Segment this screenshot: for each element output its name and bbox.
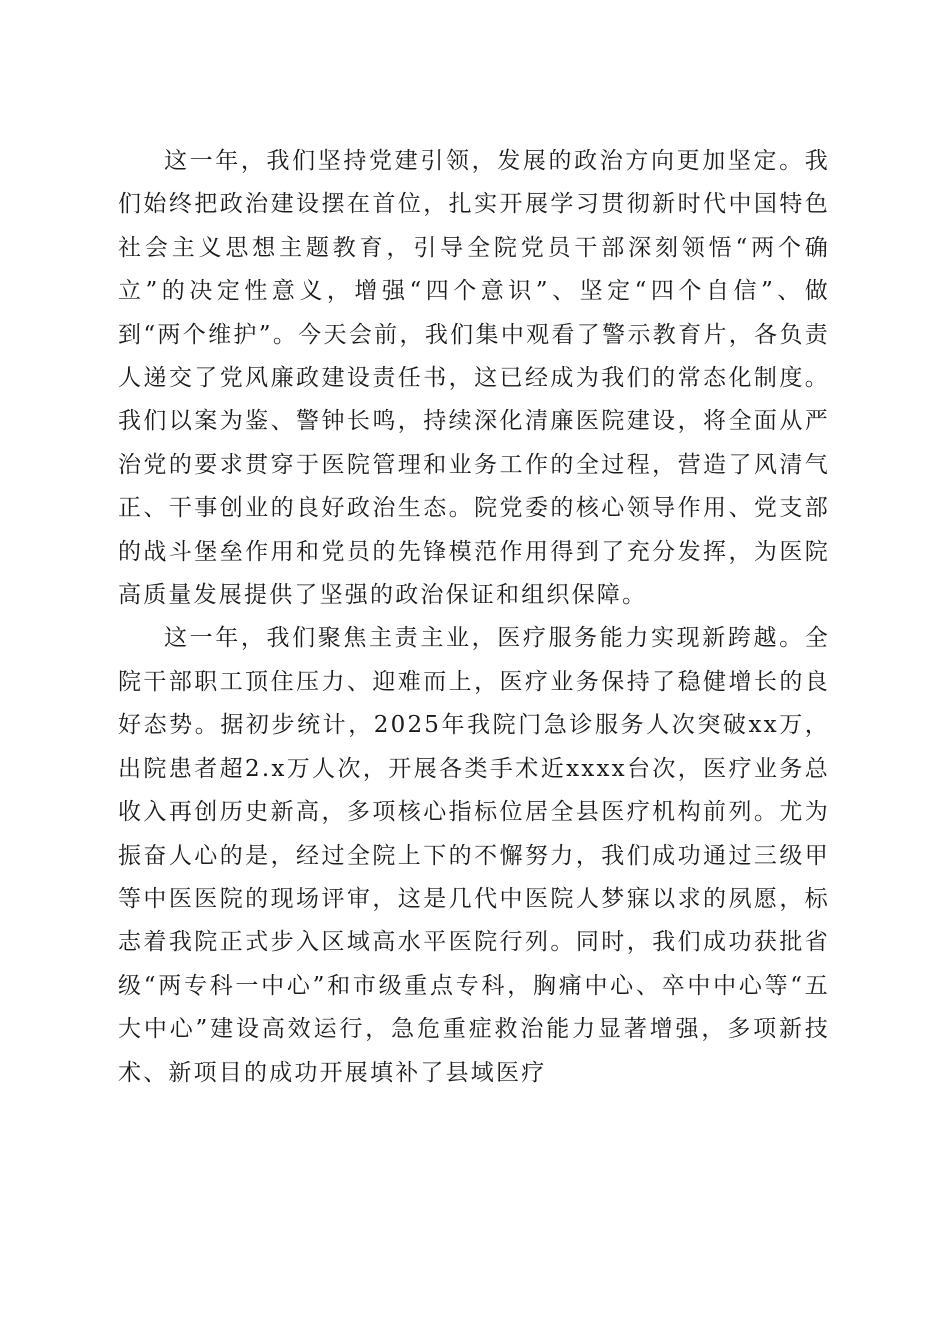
paragraph-medical-services: 这一年，我们聚焦主责主业，医疗服务能力实现新跨越。全院干部职工顶住压力、迎难而上，医疗业务保持了稳健增长的良好态势。据初步统计，2025年我院门急诊服务人次突破xx万，出院患者超2.x万人次，开展各类手术近xxxx台次，医疗业务总收入再创历史新高，多项核心指标位居全县医疗机构前列。尤为振奋人心的是，经过全院上下的不懈努力，我们成功通过三级甲等中医医院的现场评审，这是几代中医院人梦寐以求的夙愿，标志着我院正式步入区域高水平医院行列。同时，我们成功获批省级“两专科一中心”和市级重点专科，胸痛中心、卒中中心等“五大中心”建设高效运行，急危重症救治能力显著增强，多项新技术、新项目的成功开展填补了县域医疗: [118, 625, 830, 1086]
document-body: [118, 140, 830, 1095]
paragraph-party-building: 这一年，我们坚持党建引领，发展的政治方向更加坚定。我们始终把政治建设摆在首位，扎实开展学习贯彻新时代中国特色社会主义思想主题教育，引导全院党员干部深刻领悟“两个确立”的决定性意义，增强“四个意识”、坚定“四个自信”、做到“两个维护”。今天会前，我们集中观看了警示教育片，各负责人递交了党风廉政建设责任书，这已经成为我们的常态化制度。我们以案为鉴、警钟长鸣，持续深化清廉医院建设，将全面从严治党的要求贯穿于医院管理和业务工作的全过程，营造了风清气正、干事创业的良好政治生态。院党委的核心领导作用、党支部的战斗堡垒作用和党员的先锋模范作用得到了充分发挥，为医院高质量发展提供了坚强的政治保证和组织保障。: [118, 148, 830, 609]
